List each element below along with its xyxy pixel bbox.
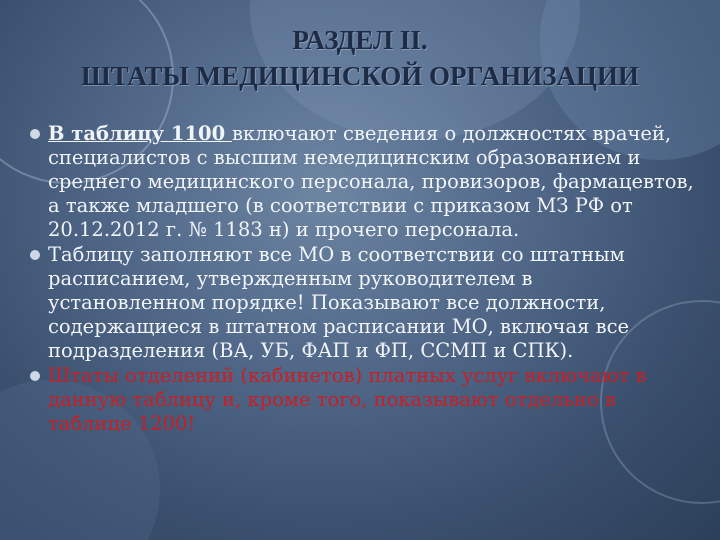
slide-title bbox=[0, 22, 720, 94]
bullet-item-table-1100 bbox=[30, 122, 696, 242]
title-line-1: РАЗДЕЛ II. bbox=[292, 25, 428, 55]
bullet-dot-icon bbox=[30, 371, 40, 381]
bullet-item-filling-rules bbox=[30, 243, 696, 363]
bullet-dot-icon bbox=[30, 250, 40, 260]
bullet-text: включают сведения о должностях врачей, специалистов с высшим немедицинским образованием и среднего медицинского персонала, провизоров, фармацевтов, а также младшего (в соответствии с приказом МЗ РФ от 20.12.2012 г. № 1183 н) и прочего персонала. bbox=[48, 122, 694, 241]
bullet-text: Таблицу заполняют все МО в соответствии со штатным расписанием, утвержденным руководителем в установленном порядке! Показывают все должности, содержащиеся в штатном расписании МО, включая все подразделения (ВА, УБ, ФАП и ФП, ССМП и СПК). bbox=[48, 243, 630, 362]
title-line-2: ШТАТЫ МЕДИЦИНСКОЙ ОРГАНИЗАЦИИ bbox=[81, 61, 639, 91]
bullet-list bbox=[30, 122, 696, 437]
bullet-item-paid-services bbox=[30, 364, 696, 436]
table-1100-emphasis: В таблицу 1100 bbox=[48, 122, 232, 145]
bullet-text: Штаты отделений (кабинетов) платных услуг включают в данную таблицу и, кроме того, показывают отдельно в таблице 1200! bbox=[48, 364, 647, 435]
bullet-dot-icon bbox=[30, 129, 40, 139]
